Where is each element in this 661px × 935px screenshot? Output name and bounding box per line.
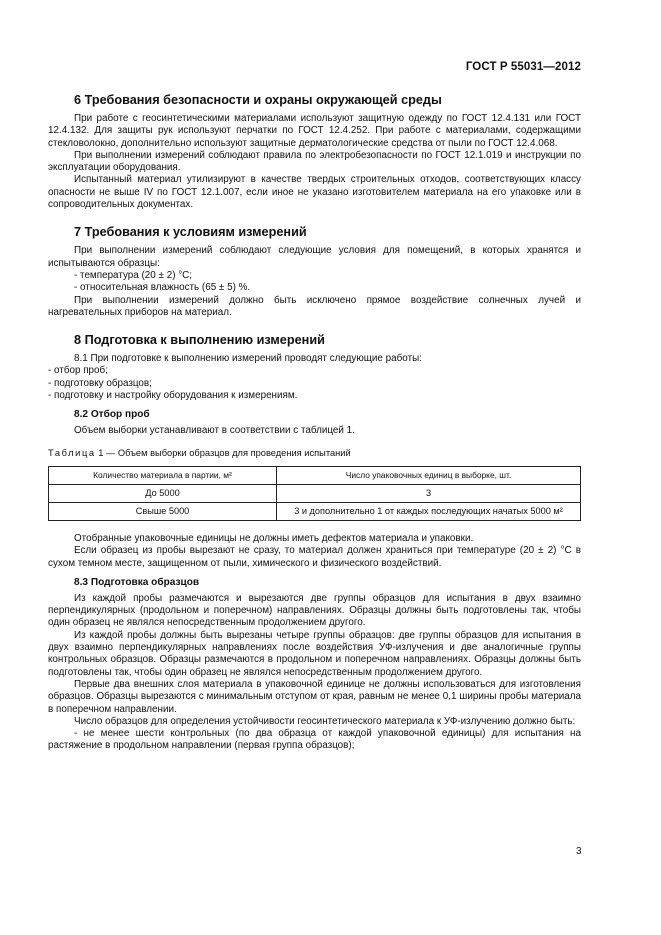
table-cell: Свыше 5000 <box>49 502 277 520</box>
document-header: ГОСТ Р 55031—2012 <box>465 61 581 73</box>
document-body <box>48 91 581 753</box>
section-6-paragraph: При работе с геосинтетическими материалами используют защитную одежду по ГОСТ 12.4.131 или ГОСТ 12.4.132. Для защиты рук используют перчатки по ГОСТ 12.4.252. При работе с материалами, содержащими стекловолокно, дополнительно используют защитные дерматологические средства от пыли по ГОСТ 12.4.068. <box>48 113 581 149</box>
table-cell: 3 <box>277 484 581 502</box>
subsection-paragraph: Из каждой пробы размечаются и вырезаются две группы образцов для испытания в двух взаимно перпендикулярных (продольном и поперечном) направлениях. Образцы должны быть подготовлены так, чтобы один образец не являлся непосредственным продолжением другого. <box>48 592 581 629</box>
table-caption-text: 1 — Объем выборки образцов для проведения испытаний <box>95 447 351 458</box>
list-item: - подготовку и настройку оборудования к измерениям. <box>48 390 298 402</box>
table-caption <box>48 447 581 459</box>
subsection-paragraph: Объем выборки устанавливают в соответствии с таблицей 1. <box>74 425 355 437</box>
table-header-cell: Число упаковочных единиц в выборке, шт. <box>277 466 581 484</box>
section-7-title: 7 Требования к условиям измерений <box>74 225 307 240</box>
section-7-paragraph: При выполнении измерений должно быть исключено прямое воздействие солнечных лучей и нагревательных приборов на материал. <box>48 294 581 318</box>
subsection-paragraph: Если образец из пробы вырезают не сразу, то материал должен храниться при температуре (20 ± 2) °С в сухом темном месте, защищенном от пыли, химического и физического воздействий. <box>48 545 581 569</box>
table-cell: До 5000 <box>49 484 277 502</box>
table-header-row <box>49 466 581 484</box>
subsection-paragraph: Отобранные упаковочные единицы не должны иметь дефектов материала и упаковки. <box>74 532 474 544</box>
section-8-paragraph: 8.1 При подготовке к выполнению измерений проводят следующие работы: <box>74 353 422 365</box>
table-caption-label: Таблица <box>48 447 96 458</box>
subsection-paragraph: Число образцов для определения устойчивости геосинтетического материала к УФ-излучению должно быть: <box>74 715 576 727</box>
table-header-cell: Количество материала в партии, м² <box>49 466 277 484</box>
list-item: - относительная влажность (65 ± 5) %. <box>74 282 251 294</box>
list-item: - подготовку образцов; <box>48 377 152 389</box>
table-row <box>49 502 581 520</box>
section-6-paragraph: Испытанный материал утилизируют в качестве твердых строительных отходов, соответствующих классу опасности не выше IV по ГОСТ 12.1.007, если иное не указано изготовителем материала на его упаковке или в сопроводительных документах. <box>48 174 581 211</box>
page-number: 3 <box>576 846 582 857</box>
sample-size-table <box>48 466 581 521</box>
list-item: - температура (20 ± 2) °С; <box>74 269 193 281</box>
subsection-paragraph: - не менее шести контрольных (по два образца от каждой упаковочной единицы) для испытания на растяжение в продольном направлении (первая группа образцов); <box>48 728 581 752</box>
subsection-8-2-title: 8.2 Отбор проб <box>74 409 150 421</box>
section-8-title: 8 Подготовка к выполнению измерений <box>74 333 325 348</box>
section-6-paragraph: При выполнении измерений соблюдают правила по электробезопасности по ГОСТ 12.1.019 и инструкции по эксплуатации оборудования. <box>48 149 581 174</box>
subsection-paragraph: Из каждой пробы должны быть вырезаны четыре группы образцов: две группы образцов для испытания в двух взаимно перпендикулярных направлениях после воздействия УФ-излучения и две аналогичные группы контрольных образцов. Образцы размечаются в продольном и поперечном направлениях. Образцы должны быть подготовлены так, чтобы один образец не являлся непосредственным продолжением другого. <box>48 629 581 678</box>
list-item: - отбор проб; <box>48 365 108 377</box>
subsection-8-3-title: 8.3 Подготовка образцов <box>74 576 200 588</box>
section-7-paragraph: При выполнении измерений соблюдают следующие условия для помещений, в которых хранятся и испытываются образцы: <box>48 245 581 269</box>
section-6-title: 6 Требования безопасности и охраны окружающей среды <box>74 93 442 107</box>
table-row <box>49 484 581 502</box>
subsection-paragraph: Первые два внешних слоя материала в упаковочной единице не должны использоваться для изготовления образцов. Образцы вырезаются с минимальным отступом от края, равным не менее 0,1 ширины пробы материала в поперечном направлении. <box>48 678 581 715</box>
table-cell: 3 и дополнительно 1 от каждых последующих начатых 5000 м² <box>277 502 581 520</box>
